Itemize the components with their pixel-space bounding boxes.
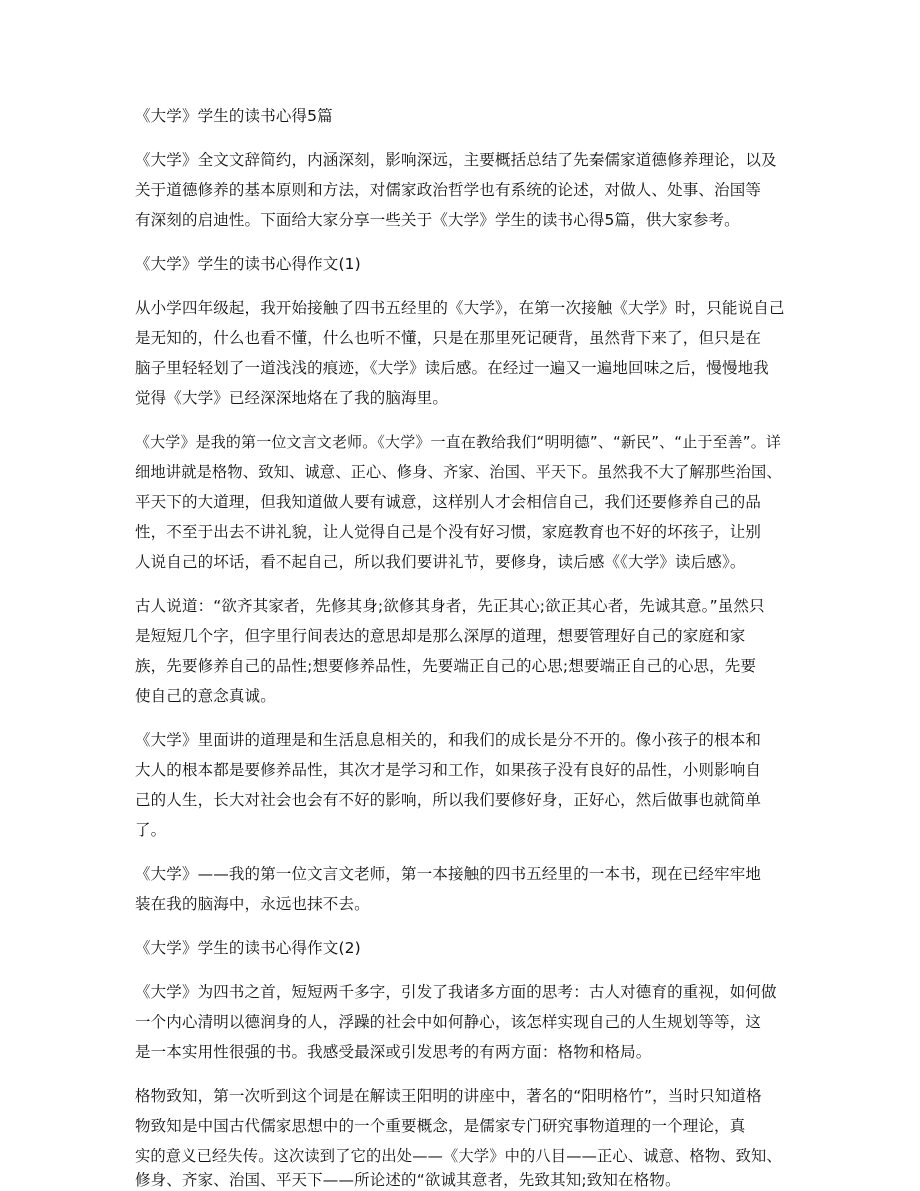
paragraph-line: 《大学》——我的第一位文言文老师，第一本接触的四书五经里的一本书，现在已经牢牢地: [135, 865, 762, 883]
intro-line: 关于道德修养的基本原则和方法，对儒家政治哲学也有系统的论述，对做人、处事、治国等: [135, 181, 762, 199]
paragraph-line: 性，不至于出去不讲礼貌，让人觉得自己是个没有好习惯，家庭教育也不好的坏孩子，让别: [135, 523, 762, 541]
paragraph-line: 实的意义已经失传。这次读到了它的出处——《大学》中的八目——正心、诚意、格物、致知、: [135, 1147, 782, 1165]
paragraph-line: 大人的根本都是要修养品性，其次才是学习和工作，如果孩子没有良好的品性，小则影响自: [135, 761, 762, 779]
paragraph-line: 族，先要修养自己的品性;想要修养品性，先要端正自己的心思;想要端正自己的心思，先要: [135, 657, 757, 675]
paragraph-line: 《大学》是我的第一位文言文老师。《大学》一直在教给我们“明明德”、“新民”、“止于至善”。详: [135, 433, 782, 451]
section-2-heading: 《大学》学生的读书心得作文(2): [135, 939, 361, 957]
paragraph-line: 了。: [135, 821, 167, 839]
paragraph-line: 人说自己的坏话，看不起自己，所以我们要讲礼节，要修身，读后感《《大学》读后感》。: [135, 553, 746, 571]
paragraph-line: 是一本实用性很强的书。我感受最深或引发思考的有两方面：格物和格局。: [135, 1043, 652, 1061]
paragraph-line: 觉得《大学》已经深深地烙在了我的脑海里。: [135, 389, 449, 407]
paragraph-line: 是无知的，什么也看不懂，什么也听不懂，只是在那里死记硬背，虽然背下来了，但只是在: [135, 329, 762, 347]
paragraph-line: 平天下的大道理，但我知道做人要有诚意，这样别人才会相信自己，我们还要修养自己的品: [135, 493, 762, 511]
intro-line: 有深刻的启迪性。下面给大家分享一些关于《大学》学生的读书心得5篇，供大家参考。: [135, 211, 740, 229]
paragraph-line: 格物致知，第一次听到这个词是在解读王阳明的讲座中，著名的“阳明格竹”，当时只知道格: [135, 1087, 762, 1105]
paragraph-line: 细地讲就是格物、致知、诚意、正心、修身、齐家、治国、平天下。虽然我不大了解那些治国、: [135, 463, 782, 481]
section-1-heading: 《大学》学生的读书心得作文(1): [135, 255, 361, 273]
paragraph-line: 脑子里轻轻划了一道浅浅的痕迹，《大学》读后感。在经过一遍又一遍地回味之后，慢慢地我: [135, 359, 769, 377]
paragraph-line: 己的人生，长大对社会也会有不好的影响，所以我们要修好身，正好心，然后做事也就简单: [135, 791, 762, 809]
paragraph-line: 物致知是中国古代儒家思想中的一个重要概念，是儒家专门研究事物道理的一个理论，真: [135, 1117, 746, 1135]
paragraph-line: 装在我的脑海中，永远也抹不去。: [135, 895, 370, 913]
paragraph-line: 一个内心清明以德润身的人，浮躁的社会中如何静心，该怎样实现自己的人生规划等等，这: [135, 1013, 762, 1031]
paragraph-line: 使自己的意念真诚。: [135, 687, 276, 705]
paragraph-line: 从小学四年级起，我开始接触了四书五经里的《大学》，在第一次接触《大学》时，只能说自己: [135, 299, 785, 317]
paragraph-line: 是短短几个字，但字里行间表达的意思却是那么深厚的道理，想要管理好自己的家庭和家: [135, 627, 746, 645]
paragraph-line: 《大学》为四书之首，短短两千多字，引发了我诸多方面的思考：古人对德育的重视，如何做: [135, 983, 777, 1001]
paragraph-line: 古人说道：“欲齐其家者，先修其身;欲修其身者，先正其心;欲正其心者，先诚其意。”虽然只: [135, 597, 765, 615]
document-title: 《大学》学生的读书心得5篇: [135, 107, 333, 125]
intro-line: 《大学》全文文辞简约，内涵深刻，影响深远，主要概括总结了先秦儒家道德修养理论，以及: [135, 151, 777, 169]
paragraph-line: 修身、齐家、治国、平天下——所论述的“欲诚其意者，先致其知;致知在格物。: [135, 1171, 681, 1189]
paragraph-line: 《大学》里面讲的道理是和生活息息相关的，和我们的成长是分不开的。像小孩子的根本和: [135, 731, 762, 749]
